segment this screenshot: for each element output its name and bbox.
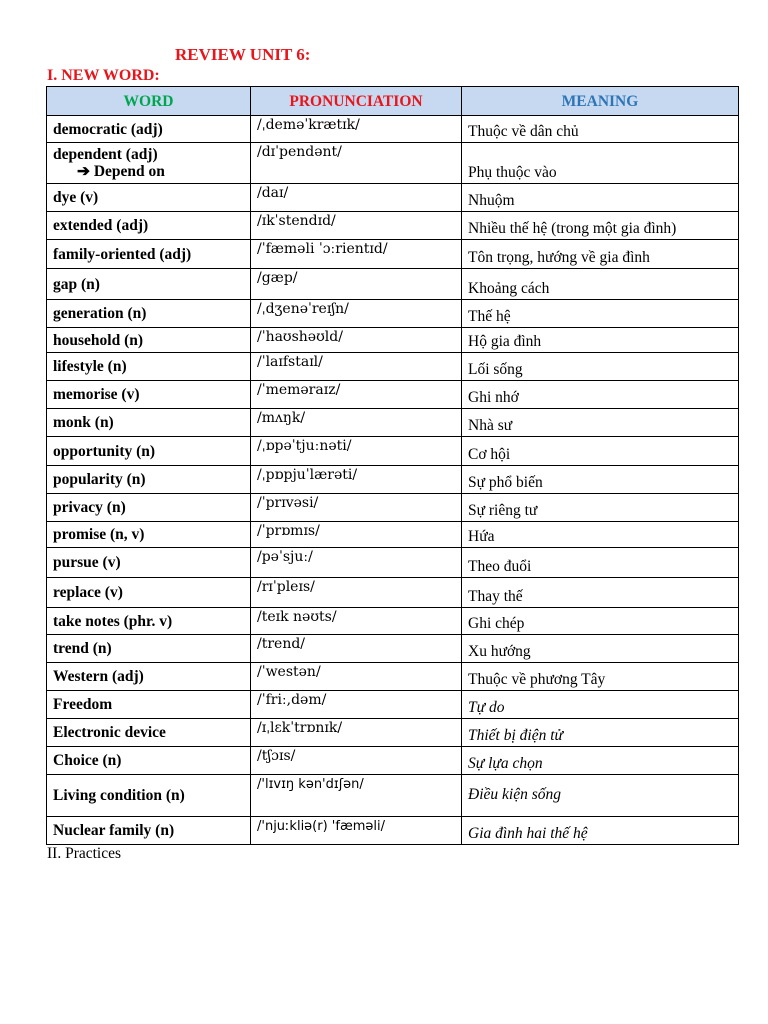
word-cell <box>47 143 251 184</box>
table-row <box>47 608 739 635</box>
meaning-cell: Sự riêng tư <box>462 494 739 522</box>
word-cell: Nuclear family (n) <box>47 817 251 845</box>
pronunciation-cell: /daɪ/ <box>251 184 462 212</box>
header-row <box>47 87 739 116</box>
table-row <box>47 437 739 466</box>
pronunciation-cell: /ˈlaɪfstaɪl/ <box>251 353 462 381</box>
word-cell: take notes (phr. v) <box>47 608 251 635</box>
word-cell: monk (n) <box>47 409 251 437</box>
pronunciation-cell: /ˈfæməli ˈɔːrientɪd/ <box>251 240 462 269</box>
pronunciation-cell: /pəˈsjuː/ <box>251 548 462 578</box>
pronunciation-cell: /ɪˌlɛkˈtrɒnɪk/ <box>251 719 462 747</box>
word-cell: pursue (v) <box>47 548 251 578</box>
table-row <box>47 775 739 817</box>
meaning-cell: Tự do <box>462 691 739 719</box>
table-row <box>47 691 739 719</box>
word-cell: replace (v) <box>47 578 251 608</box>
pronunciation-cell: /mʌŋk/ <box>251 409 462 437</box>
word-cell: popularity (n) <box>47 466 251 494</box>
meaning-column-header: MEANING <box>462 87 739 116</box>
table-row <box>47 522 739 548</box>
word-cell: Choice (n) <box>47 747 251 775</box>
table-row <box>47 328 739 353</box>
pronunciation-cell: /ˈwestən/ <box>251 663 462 691</box>
pronunciation-cell: /ˌdeməˈkrætɪk/ <box>251 116 462 143</box>
meaning-cell: Hứa <box>462 522 739 548</box>
table-row <box>47 578 739 608</box>
meaning-cell: Thiết bị điện tử <box>462 719 739 747</box>
table-row <box>47 212 739 240</box>
pronunciation-cell: /ˌɒpəˈtjuːnəti/ <box>251 437 462 466</box>
table-row <box>47 184 739 212</box>
word-cell: dye (v) <box>47 184 251 212</box>
word-cell: Living condition (n) <box>47 775 251 817</box>
meaning-cell: Khoảng cách <box>462 269 739 300</box>
meaning-cell: Thế hệ <box>462 300 739 328</box>
pronunciation-cell: /teɪk nəʊts/ <box>251 608 462 635</box>
table-row <box>47 116 739 143</box>
meaning-cell: Hộ gia đình <box>462 328 739 353</box>
word-cell: opportunity (n) <box>47 437 251 466</box>
pronunciation-cell: /ˈmeməraɪz/ <box>251 381 462 409</box>
pronunciation-cell: /ˈhaʊshəʊld/ <box>251 328 462 353</box>
word-cell: household (n) <box>47 328 251 353</box>
meaning-cell: Xu hướng <box>462 635 739 663</box>
word-cell: extended (adj) <box>47 212 251 240</box>
pronunciation-cell: /ɪkˈstendɪd/ <box>251 212 462 240</box>
word-cell: gap (n) <box>47 269 251 300</box>
meaning-cell: Nhà sư <box>462 409 739 437</box>
pronunciation-cell: /trend/ <box>251 635 462 663</box>
word-cell: Western (adj) <box>47 663 251 691</box>
word-text: dependent (adj) <box>53 146 158 163</box>
word-cell: generation (n) <box>47 300 251 328</box>
meaning-cell: Thuộc về dân chủ <box>462 116 739 143</box>
meaning-cell: Sự lựa chọn <box>462 747 739 775</box>
meaning-cell: Nhiều thế hệ (trong một gia đình) <box>462 212 739 240</box>
meaning-cell: Thuộc về phương Tây <box>462 663 739 691</box>
table-row <box>47 817 739 845</box>
word-cell: trend (n) <box>47 635 251 663</box>
word-cell: Freedom <box>47 691 251 719</box>
table-row <box>47 269 739 300</box>
table-row <box>47 548 739 578</box>
table-row <box>47 663 739 691</box>
meaning-cell: Thay thế <box>462 578 739 608</box>
table-row <box>47 466 739 494</box>
word-cell: privacy (n) <box>47 494 251 522</box>
pronunciation-cell: /'lɪvɪŋ kən'dɪʃən/ <box>251 775 462 817</box>
word-subentry: ➔ Depend on <box>77 163 165 180</box>
word-column-header: WORD <box>47 87 251 116</box>
word-cell: lifestyle (n) <box>47 353 251 381</box>
table-row <box>47 353 739 381</box>
page-title: REVIEW UNIT 6: <box>175 45 311 64</box>
meaning-cell: Ghi nhớ <box>462 381 739 409</box>
meaning-cell: Gia đình hai thế hệ <box>462 817 739 845</box>
section-heading: I. NEW WORD: <box>47 67 160 84</box>
pronunciation-cell: /tʃɔɪs/ <box>251 747 462 775</box>
meaning-cell: Sự phổ biến <box>462 466 739 494</box>
table-row <box>47 635 739 663</box>
pronunciation-column-header: PRONUNCIATION <box>251 87 462 116</box>
table-row <box>47 143 739 184</box>
pronunciation-cell: /ˌdʒenəˈreɪʃn/ <box>251 300 462 328</box>
table-row <box>47 240 739 269</box>
word-cell: promise (n, v) <box>47 522 251 548</box>
meaning-cell: Tôn trọng, hướng về gia đình <box>462 240 739 269</box>
meaning-cell: Phụ thuộc vào <box>462 143 739 184</box>
table-row <box>47 747 739 775</box>
meaning-cell: Nhuộm <box>462 184 739 212</box>
table-row <box>47 300 739 328</box>
table-row <box>47 719 739 747</box>
vocabulary-table <box>46 86 739 845</box>
table-row <box>47 381 739 409</box>
pronunciation-cell: /ˈprɒmɪs/ <box>251 522 462 548</box>
pronunciation-cell: /rɪˈpleɪs/ <box>251 578 462 608</box>
meaning-cell: Ghi chép <box>462 608 739 635</box>
word-cell: democratic (adj) <box>47 116 251 143</box>
word-cell: Electronic device <box>47 719 251 747</box>
table-row <box>47 409 739 437</box>
pronunciation-cell: /gæp/ <box>251 269 462 300</box>
meaning-cell: Theo đuổi <box>462 548 739 578</box>
pronunciation-cell: /ˌpɒpjuˈlærəti/ <box>251 466 462 494</box>
meaning-cell: Điều kiện sống <box>462 775 739 817</box>
word-cell: memorise (v) <box>47 381 251 409</box>
word-cell: family-oriented (adj) <box>47 240 251 269</box>
meaning-cell: Lối sống <box>462 353 739 381</box>
pronunciation-cell: /ˈprɪvəsi/ <box>251 494 462 522</box>
practices-heading: II. Practices <box>47 845 122 862</box>
pronunciation-cell: /'njuːkliə(r) 'fæməli/ <box>251 817 462 845</box>
table-row <box>47 494 739 522</box>
meaning-cell: Cơ hội <box>462 437 739 466</box>
pronunciation-cell: /ˈfriː,dəm/ <box>251 691 462 719</box>
pronunciation-cell: /dɪˈpendənt/ <box>251 143 462 184</box>
